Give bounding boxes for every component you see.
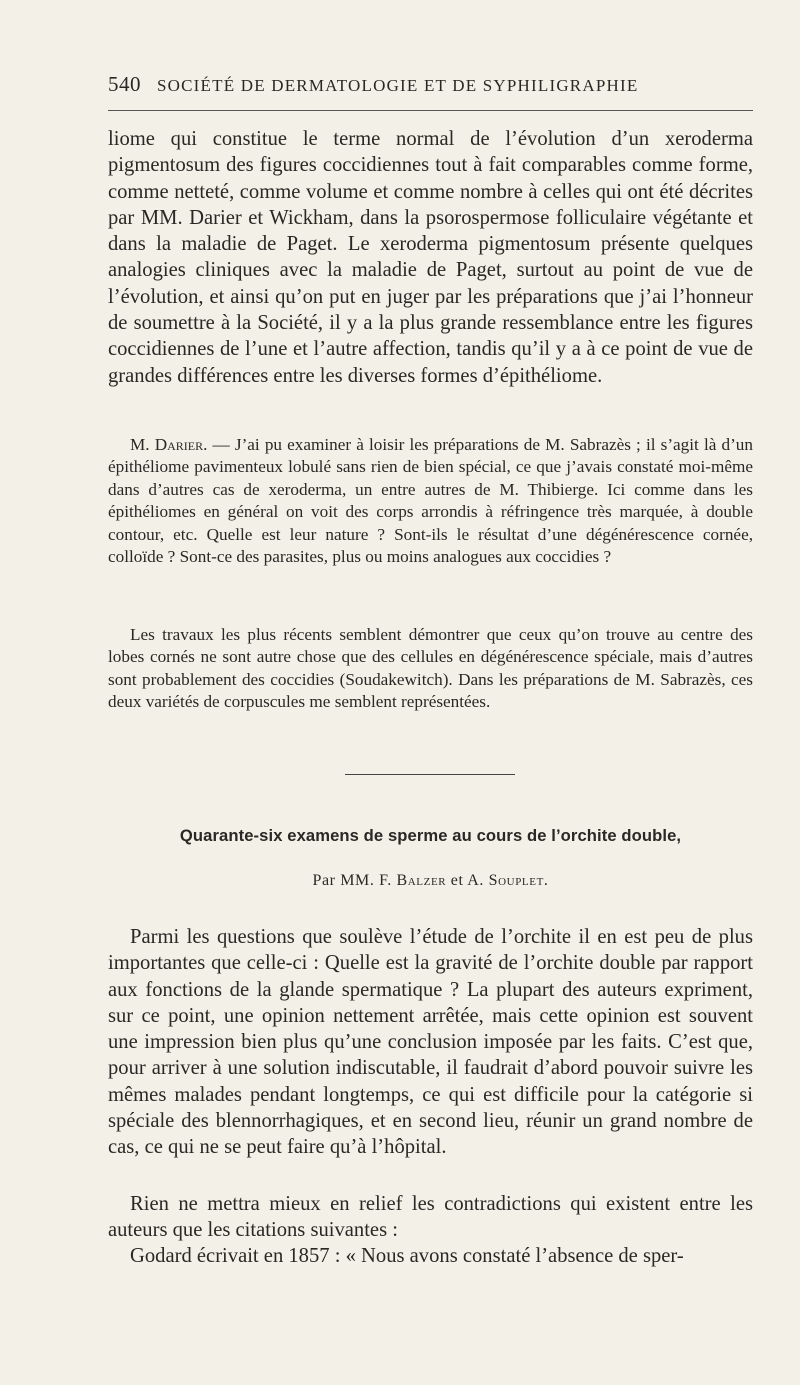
- page-number: 540: [108, 72, 141, 96]
- paragraph-continuation: liome qui constitue le terme normal de l’évolution d’un xeroderma pigmentosum des figures coccidiennes tout à fait comparables comme forme, comme netteté, comme volume et comme nombre à celles qui ont été décrites par MM. Darier et Wickham, dans la psorospermose folliculaire végétante et dans la maladie de Paget. Le xeroderma pigmentosum présente quelques analogies cliniques avec la maladie de Paget, surtout au point de vue de l’évolution, et ainsi qu’on put en juger par les préparations que j’ai l’honneur de soumettre à la Société, il y a la plus grande ressemblance entre les figures coccidiennes de l’une et l’autre affection, tandis qu’il y a à ce point de vue de grandes différences entre les diverses formes d’épithéliome.: [108, 128, 753, 387]
- header-rule: [108, 110, 753, 111]
- author-souplet: Souplet: [488, 872, 544, 889]
- running-header: [108, 72, 753, 97]
- article-paragraph-godard: Godard écrivait en 1857 : « Nous avons constaté l’absence de sper-: [130, 1245, 684, 1267]
- article-paragraph-intro: Parmi les questions que soulève l’étude de l’orchite il en est peu de plus importantes que celle-ci : Quelle est la gravité de l’orchite double par rapport aux fonctions de la glande spermatique ? La plupart des auteurs expriment, sur ce point, une opinion nettement arrêtée, mais cette opinion est souvent une impression bien plus qu’une conclusion imposée par les faits. C’est que, pour arriver à une solution indiscutable, il faudrait d’abord pouvoir suivre les mêmes malades pendant longtemps, ce qui est difficile pour la catégorie si spéciale des blennorrhagiques, et en second lieu, réunir un grand nombre de cas, ce qui ne se peut faire qu’à l’hôpital.: [108, 926, 753, 1159]
- discussion-darier: [108, 434, 753, 568]
- speaker-name: M. Darier.: [130, 435, 208, 454]
- discussion-text: — J’ai pu examiner à loisir les préparations de M. Sabrazès ; il s’agit là d’un épithéliome pavimenteux lobulé sans rien de bien spécial, ce que j’avais constaté moi-même dans d’autres cas de xeroderma, un entre autres de M. Thibierge. Ici comme dans les épithéliomes en général on voit des corps arrondis à réfringence très marquée, à double contour, etc. Quelle est leur nature ? Sont-ils le résultat d’une dégénérescence cornée, colloïde ? Sont-ce des parasites, plus ou moins analogues aux coccidies ?: [108, 435, 753, 567]
- section-divider: [345, 774, 515, 775]
- byline-mid: et A.: [446, 872, 489, 889]
- author-balzer: Balzer: [396, 872, 447, 889]
- running-title: SOCIÉTÉ DE DERMATOLOGIE ET DE SYPHILIGRAPHIE: [157, 76, 639, 95]
- byline-suffix: .: [543, 872, 549, 889]
- article-title: Quarante-six examens de sperme au cours de l’orchite double,: [179, 826, 682, 845]
- byline-prefix: Par MM. F.: [312, 872, 397, 889]
- discussion-continuation: Les travaux les plus récents semblent démontrer que ceux qu’on trouve au centre des lobes cornés ne sont autre chose que des cellules en dégénérescence spéciale, mais d’autres sont probablement des coccidies (Soudakewitch). Dans les préparations de M. Sabrazès, ces deux variétés de corpuscules me semblent représentées.: [108, 625, 753, 712]
- article-byline: [108, 872, 753, 890]
- article-paragraph-citations: Rien ne mettra mieux en relief les contradictions qui existent entre les auteurs que les citations suivantes :: [108, 1193, 753, 1242]
